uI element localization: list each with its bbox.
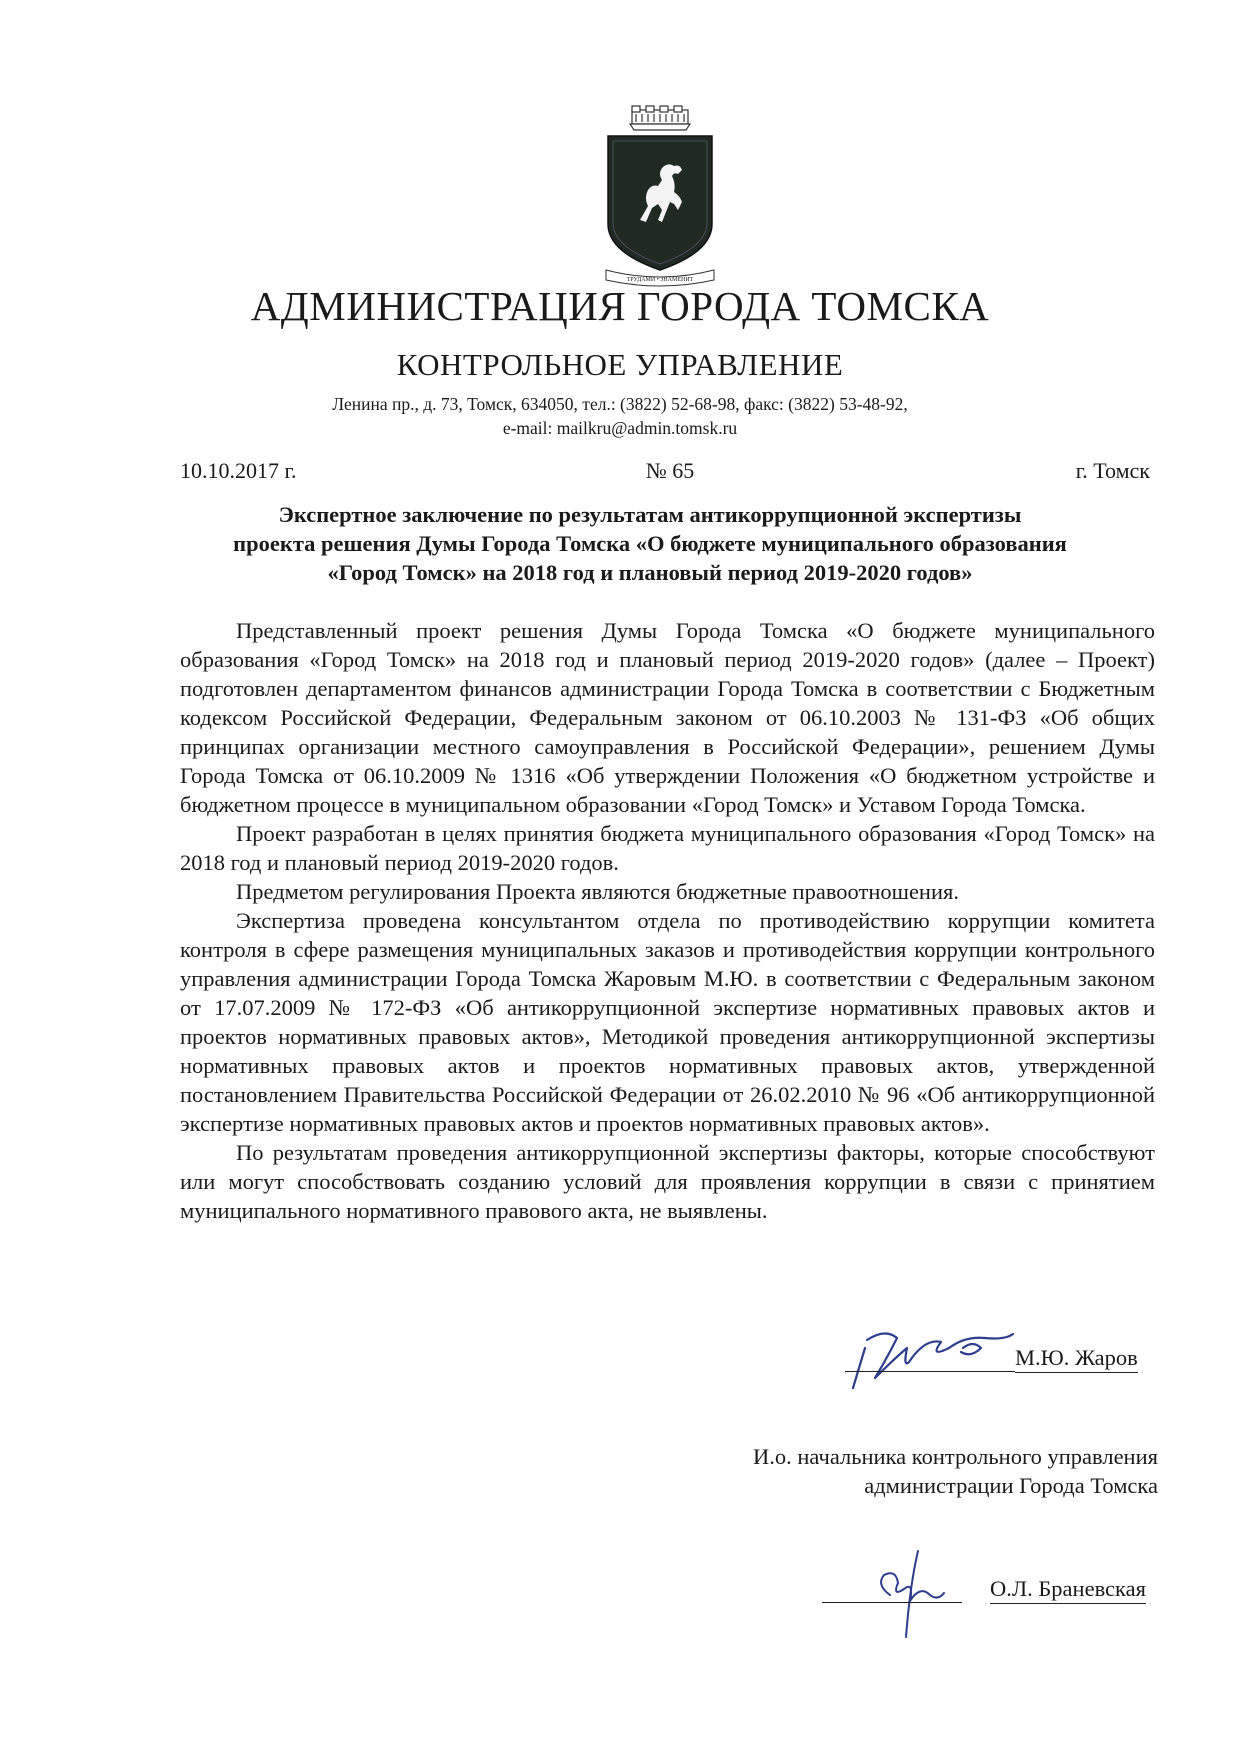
contact-info — [0, 392, 1240, 440]
document-number: № 65 — [645, 458, 695, 483]
expert-handwritten-signature — [845, 1318, 1020, 1396]
address-line: Ленина пр., д. 73, Томск, 634050, тел.: (3822) 52-68-98, факс: (3822) 53-48-92, — [332, 394, 908, 414]
title-line-2: проекта решения Думы Города Томска «О бюджете муниципального образования — [233, 531, 1067, 556]
title-line-3: «Город Томск» на 2018 год и плановый период 2019-2020 годов» — [327, 560, 973, 585]
emblem-motto: ТРУДАМИ • ЗНАМЕНИТ — [626, 277, 694, 283]
paragraph-1: Представленный проект решения Думы Города Томска «О бюджете муниципального образования «Город Томск» на 2018 год и плановый период 2019-2020 годов» (далее – Проект) подготовлен департаментом финансов администрации Города Томска в соответствии с Бюджетным кодексом Российской Федерации, Федеральным законом от 06.10.2003 № 131-ФЗ «Об общих принципах организации местного самоуправления в Российской Федерации», решением Думы Города Томска от 06.10.2009 № 1316 «Об утверждении Положения «О бюджетном устройстве и бюджетном процессе в муниципальном образовании «Город Томск» и Уставом Города Томска. — [180, 618, 1155, 817]
document-body — [180, 616, 1155, 1225]
paragraph-3: Предметом регулирования Проекта являются бюджетные правоотношения. — [236, 879, 959, 904]
document-date: 10.10.2017 г. — [180, 458, 297, 483]
document-title — [150, 500, 1150, 587]
document-city: г. Томск — [1075, 458, 1150, 483]
expert-name: М.Ю. Жаров — [1015, 1345, 1138, 1373]
email-line: e-mail: mailkru@admin.tomsk.ru — [502, 418, 738, 438]
paragraph-4: Экспертиза проведена консультантом отдела по противодействию коррупции комитета контроля в сфере размещения муниципальных заказов и противодействия коррупции контрольного управления администрации Города Томска Жаровым М.Ю. в соответствии с Федеральным законом от 17.07.2009 № 172-ФЗ «Об антикоррупционной экспертизе нормативных правовых актов и проектов нормативных правовых актов», Методикой проведения антикоррупционной экспертизы нормативных правовых актов и проектов нормативных правовых актов, утвержденной постановлением Правительства Российской Федерации от 26.02.2010 № 96 «Об антикоррупционной экспертизе нормативных правовых актов и проектов нормативных правовых актов». — [180, 908, 1155, 1136]
organization-title: АДМИНИСТРАЦИЯ ГОРОДА ТОМСКА — [250, 283, 990, 329]
position-line-2: администрации Города Томска — [864, 1473, 1158, 1498]
department-title: КОНТРОЛЬНОЕ УПРАВЛЕНИЕ — [396, 347, 844, 382]
signatory-position — [558, 1442, 1158, 1500]
head-signature-line — [822, 1602, 962, 1603]
tomsk-coat-of-arms-horse-icon — [600, 102, 720, 290]
paragraph-2: Проект разработан в целях принятия бюджета муниципального образования «Город Томск» на 2018 год и плановый период 2019-2020 годов. — [180, 821, 1155, 875]
position-line-1: И.о. начальника контрольного управления — [753, 1444, 1158, 1469]
head-name: О.Л. Браневская — [990, 1576, 1146, 1604]
expert-signature-line — [845, 1371, 1015, 1372]
head-handwritten-signature — [860, 1545, 970, 1645]
title-line-1: Экспертное заключение по результатам антикоррупционной экспертизы — [278, 502, 1022, 527]
paragraph-5: По результатам проведения антикоррупционной экспертизы факторы, которые способствуют или могут способствовать созданию условий для проявления коррупции в связи с принятием муниципального нормативного правового акта, не выявлены. — [180, 1140, 1155, 1223]
